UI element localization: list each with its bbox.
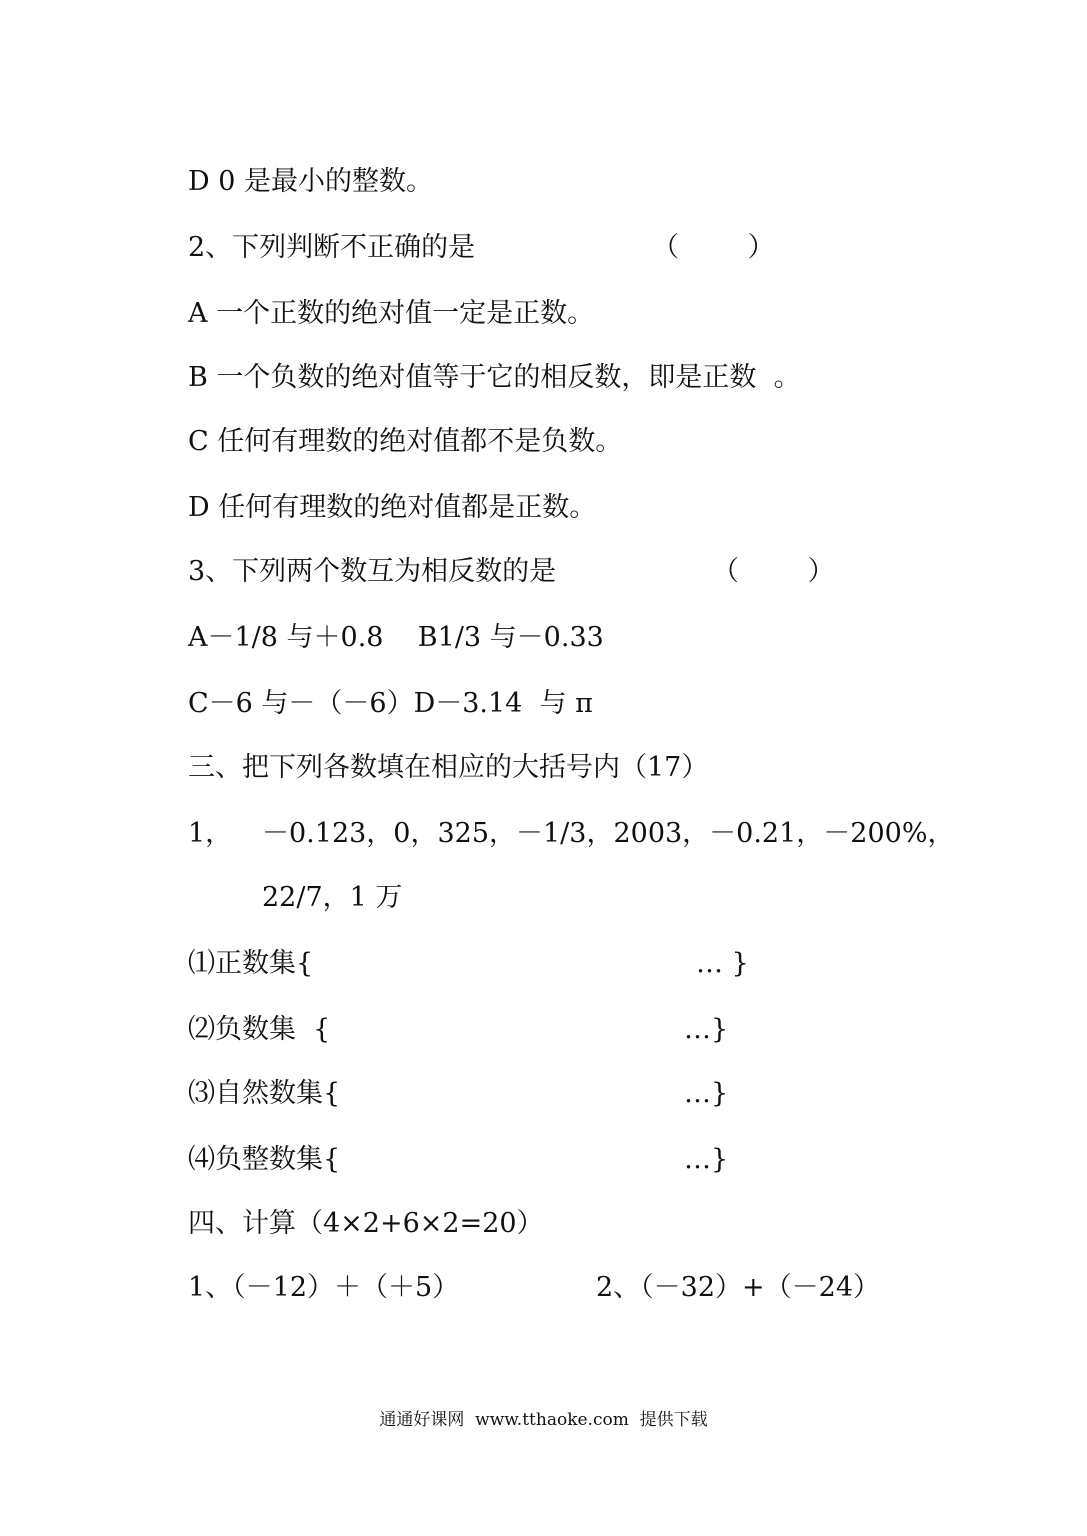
natural-set-label: ⑶自然数集{	[188, 1078, 341, 1109]
number-list-continued: 22/7，1 万	[262, 882, 403, 913]
footer-credit: 通通好课网 www.tthaoke.com 提供下载	[379, 1410, 708, 1430]
question-2: 2、下列判断不正确的是	[188, 232, 476, 263]
calc-problem-1: 1、（－12）＋（＋5）	[188, 1272, 460, 1303]
natural-set-end: …}	[684, 1078, 729, 1109]
section-3-heading: 三、把下列各数填在相应的大括号内（17）	[188, 752, 709, 783]
calc-problem-2: 2、（－32）+（－24）	[596, 1272, 881, 1303]
positive-set-end: … }	[696, 948, 749, 979]
option-b-q2: B 一个负数的绝对值等于它的相反数，即是正数 。	[188, 362, 801, 393]
option-d-q2: D 任何有理数的绝对值都是正数。	[188, 492, 597, 523]
positive-set-label: ⑴正数集{	[188, 948, 314, 979]
number-list: －0.123，0，325，－1/3，2003，－0.21，－200%，	[262, 818, 955, 849]
option-d-q1: D 0 是最小的整数。	[188, 166, 433, 197]
question-2-answer-paren: （ ）	[652, 232, 775, 263]
question-3-answer-paren: （ ）	[712, 556, 835, 587]
question-3: 3、下列两个数互为相反数的是	[188, 556, 557, 587]
negative-integer-set-end: …}	[684, 1144, 729, 1175]
options-ab-q3: A－1/8 与＋0.8 B1/3 与－0.33	[188, 622, 604, 653]
number-list-label: 1，	[188, 818, 233, 849]
options-cd-q3: C－6 与－（－6）D－3.14 与 π	[188, 688, 593, 719]
section-4-heading: 四、计算（4×2+6×2=20）	[188, 1208, 544, 1239]
negative-integer-set-label: ⑷负整数集{	[188, 1144, 341, 1175]
option-a-q2: A 一个正数的绝对值一定是正数。	[188, 298, 595, 329]
option-c-q2: C 任何有理数的绝对值都不是负数。	[188, 426, 623, 457]
negative-set-label: ⑵负数集 {	[188, 1014, 331, 1045]
negative-set-end: …}	[684, 1014, 729, 1045]
